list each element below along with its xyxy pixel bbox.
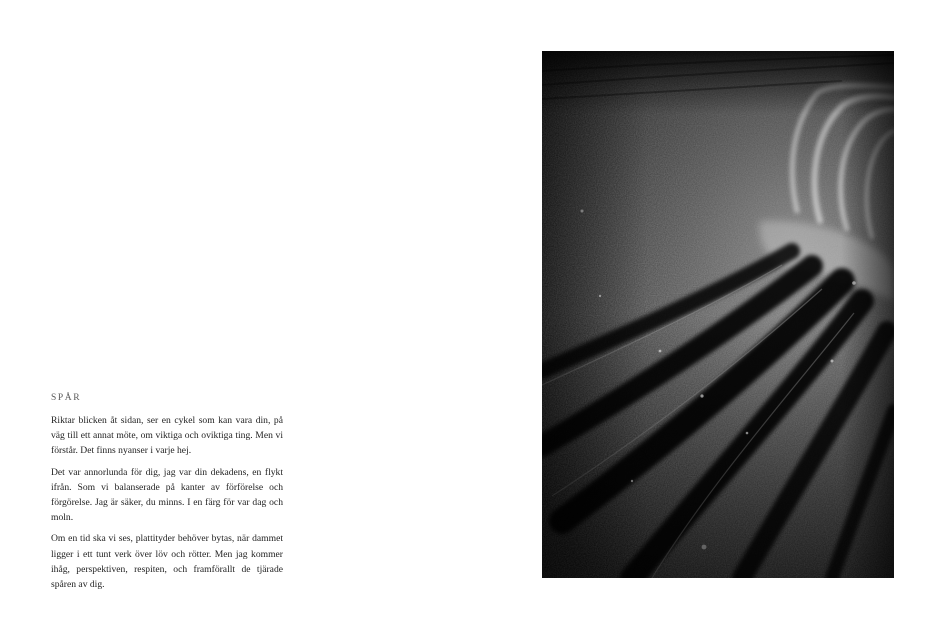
right-page — [475, 0, 950, 629]
poem-title: SPÅR — [51, 393, 82, 403]
poem-paragraph-3: Om en tid ska vi ses, plattityder behöver bytas, när dammet ligger i ett tunt verk över löv och rötter. Men jag kommer ihåg, perspektiven, respiten, och framförallt de tjärade spåren av dig. — [51, 533, 283, 591]
poem-text-block — [51, 392, 283, 598]
poem-paragraph-1: Riktar blicken åt sidan, ser en cykel som kan vara din, på väg till ett annat möte, om viktiga och oviktiga ting. Men vi förstår. Det finns nyanser i varje hej. — [51, 415, 283, 457]
tire-tracks-image — [542, 51, 894, 578]
tire-tracks-photo — [542, 51, 894, 578]
poem-paragraph-2: Det var annorlunda för dig, jag var din dekadens, en flykt ifrån. Som vi balanserade på kanter av förförelse och förgörelse. Jag är säker, du minns. I en färg för var dag och moln. — [51, 466, 283, 524]
